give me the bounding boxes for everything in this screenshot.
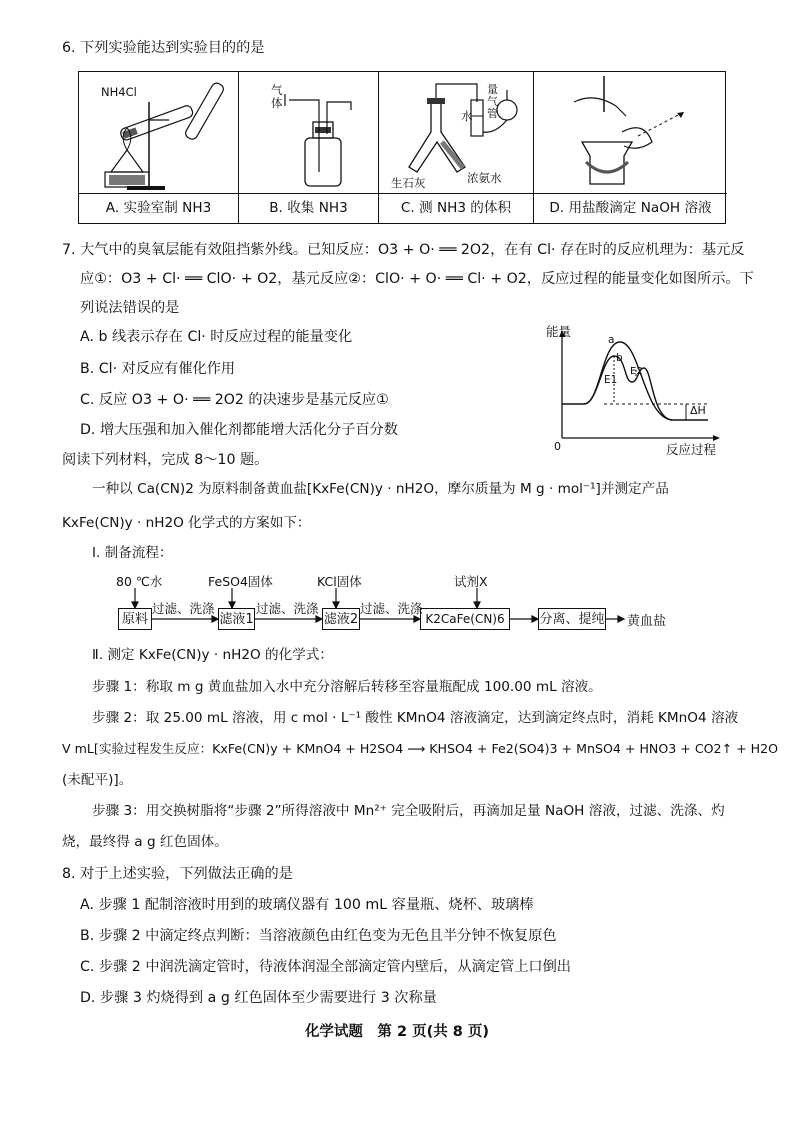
q7-line1: 7. 大气中的臭氧层能有效阻挡紫外线。已知反应：O3 + O· ══ 2O2，在有 Cl· 存在时的反应机理为：基元反 [62,242,745,258]
flow-input-water: 80 ℃水 [116,574,163,589]
q7-option-b: B. Cl· 对反应有催化作用 [80,361,236,377]
flow-input-feso4: FeSO4固体 [208,574,273,589]
q8-stem: 8. 对于上述实验，下列做法正确的是 [62,866,293,882]
reading-para1-line2: KxFe(CN)y · nH2O 化学式的方案如下： [62,515,311,531]
reading-intro: 阅读下列材料，完成 8～10 题。 [62,452,269,468]
step3-line1: 步骤 3：用交换树脂将“步骤 2”所得溶液中 Mn²⁺ 完全吸附后，再滴加足量 NaOH 溶液，过滤、洗涤、灼 [92,803,725,819]
apparatus-c [379,72,534,223]
flow-box-filtrate1: 滤液1 [218,608,255,630]
caption-a: A. 实验室制 NH3 [79,193,238,223]
q8-option-b: B. 步骤 2 中滴定终点判断：当溶液颜色由红色变为无色且半分钟不恢复原色 [80,928,557,944]
q6-stem: 6. 下列实验能达到实验目的的是 [62,40,265,56]
step2-line1: 步骤 2：取 25.00 mL 溶液，用 c mol · L⁻¹ 酸性 KMnO4 溶液滴定，达到滴定终点时，消耗 KMnO4 溶液 [92,710,739,726]
flow-chart [110,570,710,632]
flow-op-1: 过滤、洗涤 [152,601,215,616]
flow-product: 黄血盐 [627,614,667,629]
q7-option-c: C. 反应 O3 + O· ══ 2O2 的决速步是基元反应① [80,392,389,408]
q8-option-d: D. 步骤 3 灼烧得到 a g 红色固体至少需要进行 3 次称量 [80,990,437,1006]
gas-tube-label: 量气管 [487,83,498,120]
page-footer: 化学试题 第 2 页(共 8 页) [304,1024,490,1040]
apparatus-b [239,72,379,223]
flow-input-kcl: KCl固体 [317,574,362,589]
curve-a-label: a [608,334,615,346]
axis-y-label: 能量 [546,324,572,339]
flow-op-3: 过滤、洗涤 [360,601,423,616]
step2-line2: V mL[实验过程发生反应：KxFe(CN)y + KMnO4 + H2SO4 ⟶ KHSO4 + Fe2(SO4)3 + MnSO4 + HNO3 + CO2↑ + H2O [62,741,779,756]
caption-c: C. 测 NH3 的体积 [379,193,533,223]
q7-line3: 列说法错误的是 [80,300,180,316]
apparatus-d [534,72,727,223]
flow-op-2: 过滤、洗涤 [256,601,319,616]
ammonia-label: 浓氨水 [467,171,502,185]
q8-option-c: C. 步骤 2 中润洗滴定管时，待液体润湿全部滴定管内壁后，从滴定管上口倒出 [80,959,571,975]
reading-para1-line1: 一种以 Ca(CN)2 为原料制备黄血盐[KxFe(CN)y · nH2O，摩尔质量为 M g · mol⁻¹]并测定产品 [92,481,669,497]
nh4cl-label: NH4Cl [101,85,137,99]
section1-title: Ⅰ. 制备流程： [92,545,173,561]
apparatus-b-drawing [239,72,379,196]
energy-diagram [548,320,728,460]
q7-option-d: D. 增大压强和加入催化剂都能增大活化分子百分数 [80,422,398,438]
flow-box-intermediate: K2CaFe(CN)6 [420,608,510,630]
step1-text: 步骤 1：称取 m g 黄血盐加入水中充分溶解后转移至容量瓶配成 100.00 mL 溶液。 [92,679,602,695]
curve-b-label: b [616,352,623,364]
flow-box-filtrate2: 滤液2 [322,608,360,630]
step2-line3: (未配平)]。 [62,772,133,788]
e1-label: E1 [604,374,618,386]
lime-label: 生石灰 [391,176,426,190]
flow-input-reagent-x: 试剂X [454,574,488,589]
delta-h-label: ΔH [690,404,706,417]
energy-diagram-svg [548,320,728,460]
apparatus-table [78,71,726,224]
flow-box-separation: 分离、提纯 [538,608,606,630]
section2-title: Ⅱ. 测定 KxFe(CN)y · nH2O 的化学式： [92,647,333,663]
q8-option-a: A. 步骤 1 配制溶液时用到的玻璃仪器有 100 mL 容量瓶、烧杯、玻璃棒 [80,897,534,913]
e2-label: E2 [630,366,643,377]
q7-option-a: A. b 线表示存在 Cl· 时反应过程的能量变化 [80,329,353,345]
flow-box-raw: 原料 [118,608,152,630]
step3-line2: 烧，最终得 a g 红色固体。 [62,834,228,850]
axis-x-label: 反应过程 [666,442,717,457]
caption-d: D. 用盐酸滴定 NaOH 溶液 [534,193,727,223]
gas-label: 气体 [271,83,283,110]
apparatus-d-drawing [534,72,727,196]
apparatus-a [79,72,239,223]
water-label: 水 [461,109,473,123]
origin-label: 0 [554,440,561,453]
caption-b: B. 收集 NH3 [239,193,378,223]
q7-line2: 应①：O3 + Cl· ══ ClO· + O2，基元反应②：ClO· + O· ══ Cl· + O2，反应过程的能量变化如图所示。下 [80,271,754,287]
